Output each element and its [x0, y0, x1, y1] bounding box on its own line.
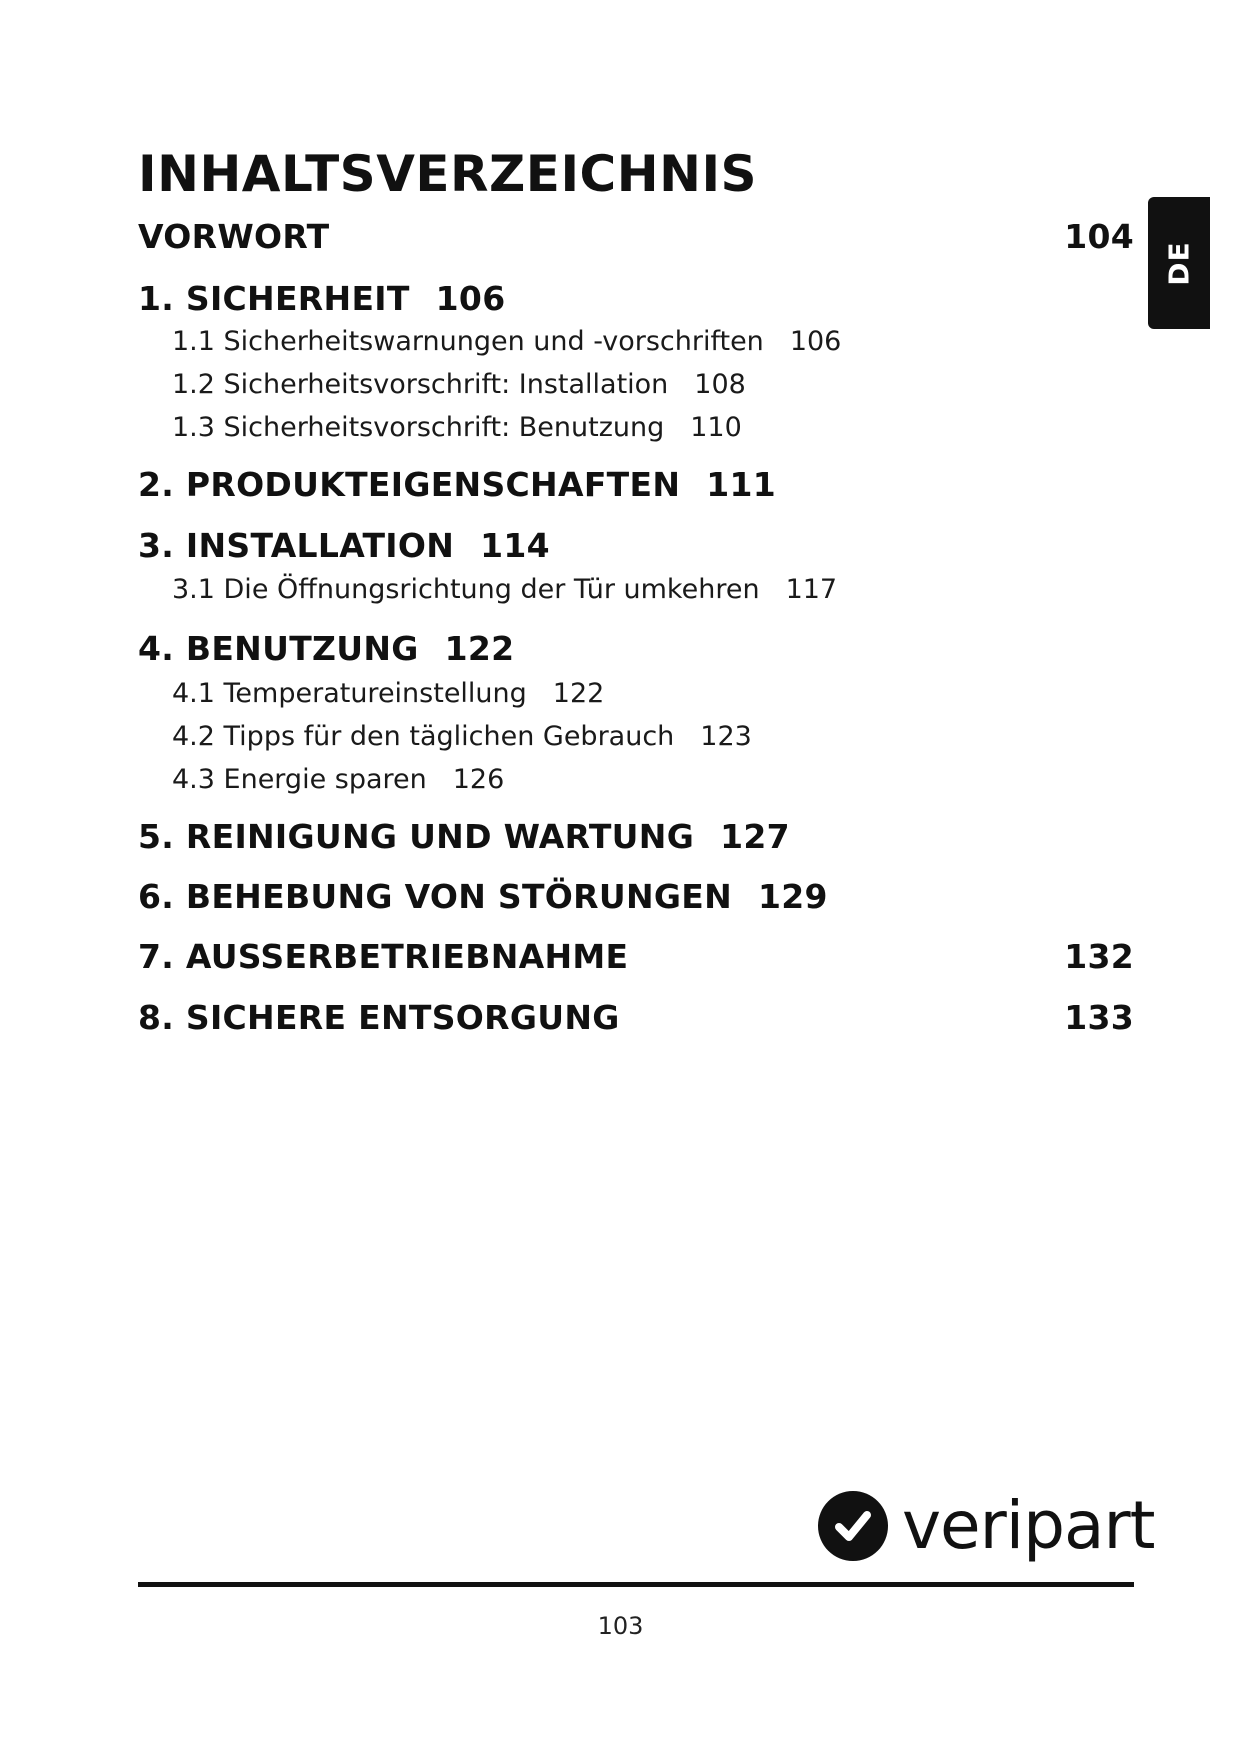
toc-entry-page: 111: [706, 465, 777, 504]
toc-entry-page: 117: [785, 574, 838, 605]
toc-entry-page: 123: [700, 721, 752, 752]
toc-entry-entsorgung[interactable]: [138, 998, 1134, 1037]
toc-entry-label: 3. INSTALLATION: [138, 526, 455, 565]
toc-entry-vorwort[interactable]: [138, 217, 1134, 256]
toc-entry-page: 104: [1064, 217, 1134, 256]
toc-entry-page: 108: [694, 369, 746, 400]
toc-entry-label: 1. SICHERHEIT: [138, 279, 410, 318]
toc-entry-4-1[interactable]: [172, 678, 1134, 709]
toc-entry-page: 110: [690, 412, 742, 443]
toc-entry-page: 133: [1064, 998, 1134, 1037]
toc-entry-label: 6. BEHEBUNG VON STÖRUNGEN: [138, 877, 733, 916]
checkmark-circle-icon: [818, 1491, 888, 1561]
page-number: 103: [597, 1612, 644, 1640]
toc-entry-ausserbetriebnahme[interactable]: [138, 937, 1134, 976]
toc-entry-3-1[interactable]: [172, 574, 1134, 605]
toc-entry-page: 122: [444, 629, 515, 668]
toc-entry-label: 4. BENUTZUNG: [138, 629, 419, 668]
toc-entry-page: 114: [480, 526, 550, 565]
toc-entry-sicherheit[interactable]: [138, 279, 1134, 318]
toc-entry-label: 4.3 Energie sparen: [172, 764, 427, 795]
toc-entry-1-1[interactable]: [172, 326, 1134, 357]
toc-entry-label: 2. PRODUKTEIGENSCHAFTEN: [138, 465, 681, 504]
toc-entry-page: 126: [452, 764, 505, 795]
toc-entry-produkteigenschaften[interactable]: [138, 465, 1134, 504]
toc-entry-benutzung[interactable]: [138, 629, 1134, 668]
toc-entry-label: 1.2 Sicherheitsvorschrift: Installation: [172, 369, 669, 400]
footer-divider: [138, 1582, 1134, 1587]
toc-entry-page: 129: [758, 877, 828, 916]
toc-entry-behebung[interactable]: [138, 877, 1134, 916]
page-title: INHALTSVERZEICHNIS: [138, 145, 758, 203]
toc-entry-1-3[interactable]: [172, 412, 1134, 443]
toc-entry-label: 5. REINIGUNG UND WARTUNG: [138, 817, 695, 856]
language-tab-label: DE: [1162, 240, 1196, 286]
toc-entry-page: 106: [435, 279, 506, 318]
toc-entry-reinigung[interactable]: [138, 817, 1134, 856]
toc-entry-4-3[interactable]: [172, 764, 1134, 795]
toc-entry-page: 122: [552, 678, 605, 709]
toc-entry-page: 106: [789, 326, 842, 357]
toc-entry-label: 7. AUSSERBETRIEBNAHME: [138, 937, 629, 976]
toc-entry-4-2[interactable]: [172, 721, 1134, 752]
toc-entry-label: 3.1 Die Öffnungsrichtung der Tür umkehren: [172, 574, 760, 605]
toc-entry-1-2[interactable]: [172, 369, 1134, 400]
brand-logo: [818, 1484, 1155, 1568]
toc-entry-installation[interactable]: [138, 526, 1134, 565]
toc-entry-label: 8. SICHERE ENTSORGUNG: [138, 998, 620, 1037]
toc-entry-label: 4.2 Tipps für den täglichen Gebrauch: [172, 721, 675, 752]
language-tab: [1148, 197, 1210, 329]
toc-entry-label: 1.1 Sicherheitswarnungen und -vorschriften: [172, 326, 764, 357]
toc-entry-label: 1.3 Sicherheitsvorschrift: Benutzung: [172, 412, 665, 443]
toc-entry-page: 132: [1064, 937, 1134, 976]
toc-entry-label: 4.1 Temperatureinstellung: [172, 678, 527, 709]
toc-entry-page: 127: [720, 817, 790, 856]
brand-logo-text: veripart: [902, 1487, 1155, 1564]
toc-entry-label: VORWORT: [138, 217, 330, 256]
